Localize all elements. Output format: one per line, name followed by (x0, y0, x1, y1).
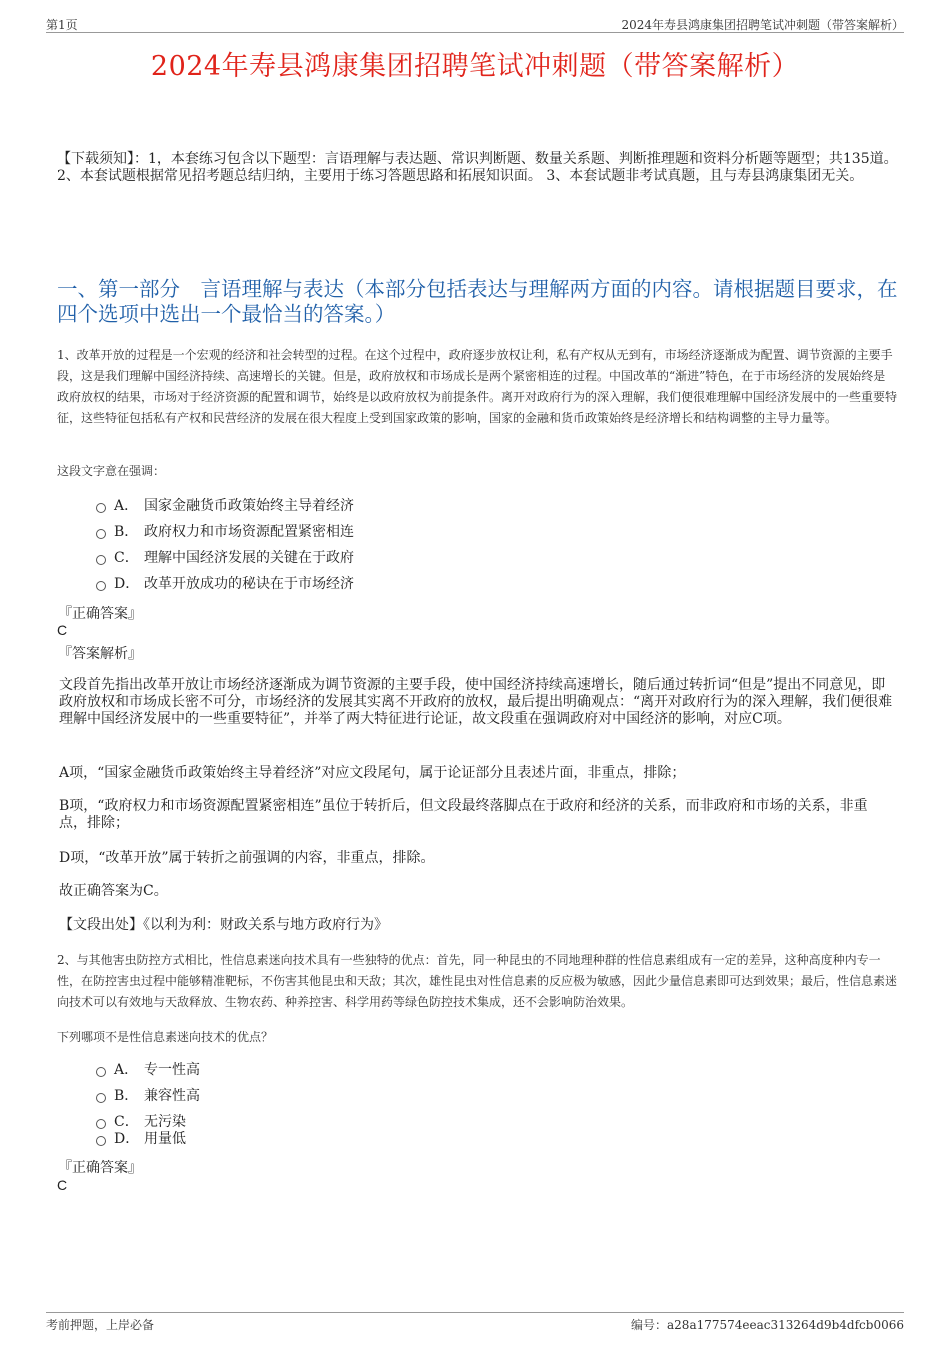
radio-icon[interactable] (96, 1093, 106, 1103)
q1-analysis-paragraph: 故正确答案为C。 (59, 883, 168, 899)
radio-icon[interactable] (96, 555, 106, 565)
option-text: 专一性高 (144, 1062, 200, 1078)
q1-option-c[interactable] (96, 549, 354, 567)
q1-option-b[interactable] (96, 523, 354, 541)
option-letter: B． (114, 1088, 139, 1104)
option-text: 无污染 (144, 1114, 186, 1130)
option-letter: D． (114, 576, 140, 592)
q1-prompt: 这段文字意在强调： (57, 464, 166, 478)
radio-icon[interactable] (96, 529, 106, 539)
q2-prompt: 下列哪项不是性信息素迷向技术的优点？ (57, 1030, 274, 1044)
q2-option-b[interactable] (96, 1087, 200, 1105)
radio-icon[interactable] (96, 581, 106, 591)
option-letter: A． (114, 498, 139, 514)
q1-option-d[interactable] (96, 575, 354, 593)
option-letter: A． (114, 1062, 139, 1078)
option-letter: C． (114, 550, 139, 566)
radio-icon[interactable] (96, 1136, 106, 1146)
q2-option-d[interactable] (96, 1130, 186, 1148)
q1-analysis-paragraph: A项，“国家金融货币政策始终主导着经济”对应文段尾句，属于论证部分且表述片面，非重点，排除； (59, 765, 686, 781)
q1-answer: C (57, 622, 68, 638)
radio-icon[interactable] (96, 503, 106, 513)
page-footer (46, 1312, 904, 1333)
q1-analysis-paragraph: D项，“改革开放”属于转折之前强调的内容，非重点，排除。 (59, 850, 435, 866)
q1-analysis-paragraph: B项，“政府权力和市场资源配置紧密相连”虽位于转折后，但文段最终落脚点在于政府和经济的关系，而非政府和市场的关系，非重点，排除； (59, 798, 868, 831)
q2-answer-label: 『正确答案』 (58, 1160, 142, 1176)
option-letter: B． (114, 524, 139, 540)
option-text: 用量低 (144, 1131, 186, 1147)
option-letter: D． (114, 1131, 140, 1147)
q2-answer: C (57, 1177, 68, 1193)
radio-icon[interactable] (96, 1067, 106, 1077)
option-text: 政府权力和市场资源配置紧密相连 (144, 524, 354, 540)
q1-analysis-label: 『答案解析』 (58, 646, 142, 662)
document-title: 2024年寿县鸿康集团招聘笔试冲刺题（带答案解析） (150, 51, 800, 82)
footer-slogan: 考前押题，上岸必备 (46, 1318, 155, 1332)
q1-passage: 1、改革开放的过程是一个宏观的经济和社会转型的过程。在这个过程中，政府逐步放权让利，私有产权从无到有，市场经济逐渐成为配置、调节资源的主要手段，这是我们理解中国经济持续、高速增长的关键。但是，政府放权和市场成长是两个紧密相连的过程。中国改革的“渐进”特色，在于市场经济的发展始终是政府放权的结果，市场对于经济资源的配置和调节，始终是以政府放权为前提条件。离开对政府行为的深入理解，我们便很难理解中国经济发展中的一些重要特征，这些特征包括私有产权和民营经济的发展在很大程度上受到国家政策的影响，国家的金融和货币政策始终是经济增长和结构调整的主导力量等。 (57, 348, 898, 425)
option-text: 改革开放成功的秘诀在于市场经济 (144, 576, 354, 592)
q1-source: 【文段出处】《以利为利：财政关系与地方政府行为》 (59, 917, 388, 933)
radio-icon[interactable] (96, 1119, 106, 1129)
q2-passage: 2、与其他害虫防控方式相比，性信息素迷向技术具有一些独特的优点：首先，同一种昆虫的不同地理种群的性信息素组成有一定的差异，这种高度种内专一性，在防控害虫过程中能够精准靶标，不伤害其他昆虫和天敌；其次，雄性昆虫对性信息素的反应极为敏感，因此少量信息素即可达到效果；最后，性信息素迷向技术可以有效地与天敌释放、生物农药、种养控害、科学用药等绿色防控技术集成，还不会影响防治效果。 (57, 953, 898, 1009)
document-code: 编号：a28a177574eeac313264d9b4dfcb0066 (631, 1318, 904, 1332)
option-text: 兼容性高 (144, 1088, 200, 1104)
option-text: 国家金融货币政策始终主导着经济 (144, 498, 354, 514)
q1-analysis-paragraph: 文段首先指出改革开放让市场经济逐渐成为调节资源的主要手段，使中国经济持续高速增长，随后通过转折词“但是”提出不同意见，即政府放权和市场成长密不可分，市场经济的发展其实离不开政府的放权，最后提出明确观点：“离开对政府行为的深入理解，我们便很难理解中国经济发展中的一些重要特征”，并举了两大特征进行论证，故文段重在强调政府对中国经济的影响，对应C项。 (59, 677, 893, 727)
q2-option-a[interactable] (96, 1061, 200, 1079)
q1-answer-label: 『正确答案』 (58, 606, 142, 622)
option-text: 理解中国经济发展的关键在于政府 (144, 550, 354, 566)
option-letter: C． (114, 1114, 139, 1130)
page-number: 第1页 (46, 18, 78, 32)
download-notice: 【下载须知】：1，本套练习包含以下题型：言语理解与表达题、常识判断题、数量关系题、判断推理题和资料分析题等题型；共135道。 2、本套试题根据常见招考题总结归纳，主要用于练习答题思路和拓展知识面。 3、本套试题非考试真题，且与寿县鸿康集团无关。 (57, 151, 898, 184)
q2-option-c[interactable] (96, 1113, 186, 1131)
header-doc-title: 2024年寿县鸿康集团招聘笔试冲刺题（带答案解析） (621, 18, 904, 32)
section-title: 一、第一部分 言语理解与表达（本部分包括表达与理解两方面的内容。请根据题目要求，在四个选项中选出一个最恰当的答案。） (57, 277, 898, 326)
q1-option-a[interactable] (96, 497, 354, 515)
page-header (46, 14, 904, 33)
